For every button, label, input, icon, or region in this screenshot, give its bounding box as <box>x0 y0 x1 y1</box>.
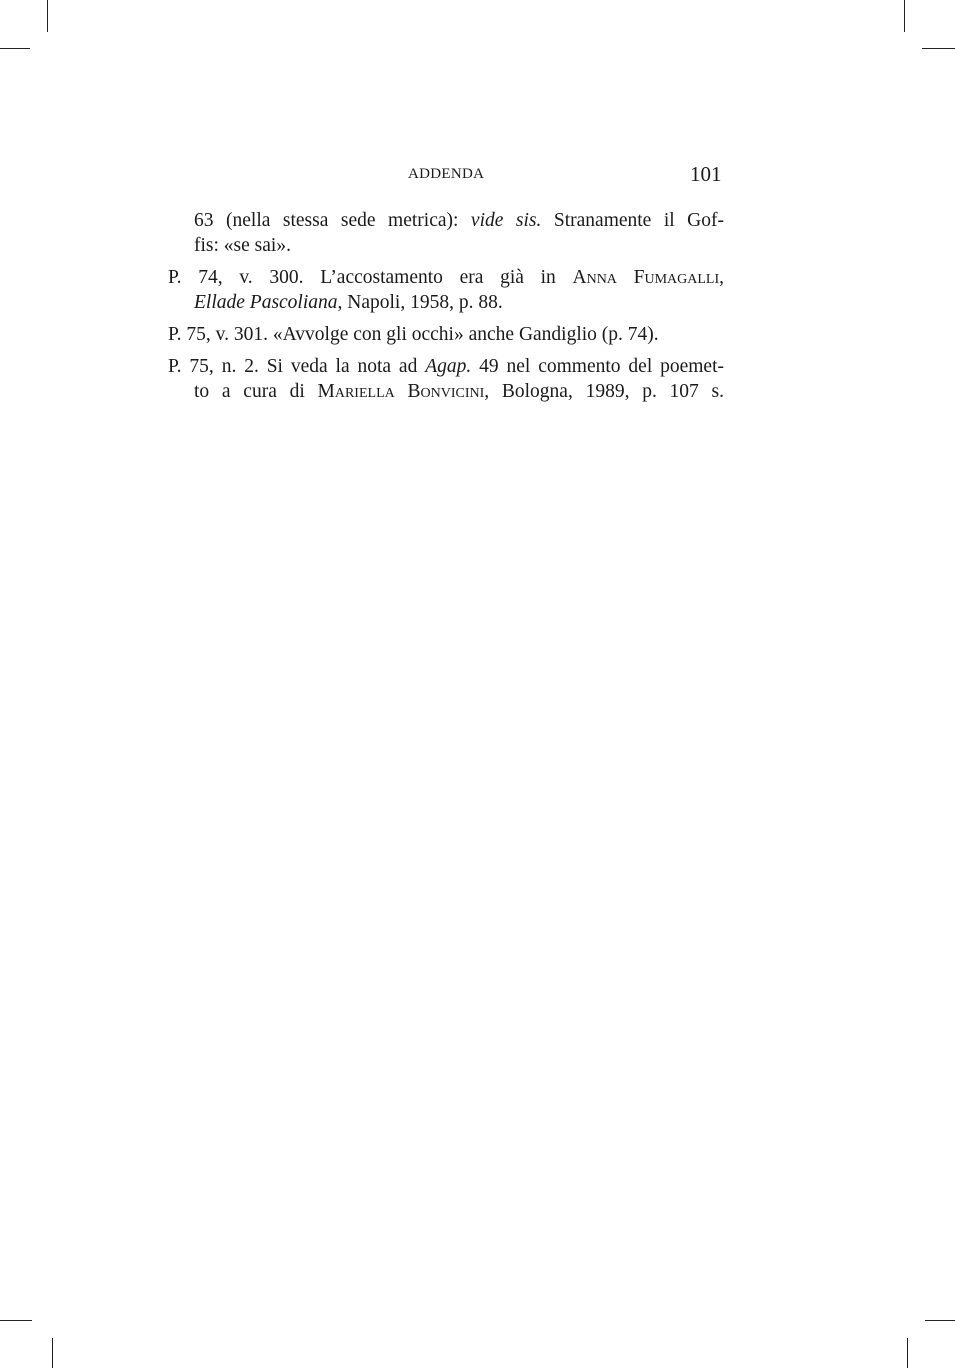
page-number: 101 <box>690 162 722 186</box>
addenda-notes <box>168 208 724 411</box>
crop-mark-top-left-vertical <box>47 0 48 32</box>
author-name: Anna Fumagalli <box>572 267 720 288</box>
note-line: fis: «se sai». <box>194 235 291 256</box>
crop-mark-top-left-horizontal <box>0 48 30 49</box>
crop-mark-bottom-right-vertical <box>907 1338 908 1368</box>
author-name: Mariella Bonvicini <box>317 381 485 402</box>
crop-mark-bottom-left-horizontal <box>0 1320 32 1321</box>
note-line: Ellade Pascoliana, Napoli, 1958, p. 88. <box>194 292 503 313</box>
note-line: 63 (nella stessa sede metrica): vide sis. Stranamente il Gof- <box>194 210 724 231</box>
note-entry <box>168 354 724 404</box>
note-line: P. 75, v. 301. «Avvolge con gli occhi» anche Gandiglio (p. 74). <box>168 324 659 345</box>
note-entry <box>168 322 724 347</box>
book-title: Ellade Pascoliana <box>194 292 338 313</box>
running-head <box>0 162 955 190</box>
crop-mark-bottom-left-vertical <box>52 1338 53 1368</box>
note-reference: P. 75, v. 301. <box>168 324 269 345</box>
running-head-title: ADDENDA <box>408 166 485 182</box>
note-line: P. 74, v. 300. L’accostamento era già in Anna Fumagalli, <box>168 267 725 288</box>
crop-mark-top-right-horizontal <box>922 48 955 49</box>
note-reference: P. 75, n. 2. <box>168 356 259 377</box>
crop-mark-bottom-right-horizontal <box>925 1320 955 1321</box>
note-line: P. 75, n. 2. Si veda la nota ad Agap. 49 nel commento del poemet- <box>168 356 724 377</box>
crop-mark-top-right-vertical <box>904 0 905 32</box>
note-entry <box>168 265 724 315</box>
note-line: to a cura di Mariella Bonvicini, Bologna, 1989, p. 107 s. <box>194 381 725 402</box>
note-entry-continuation <box>168 208 724 258</box>
note-reference: P. 74, v. 300. <box>168 267 304 288</box>
